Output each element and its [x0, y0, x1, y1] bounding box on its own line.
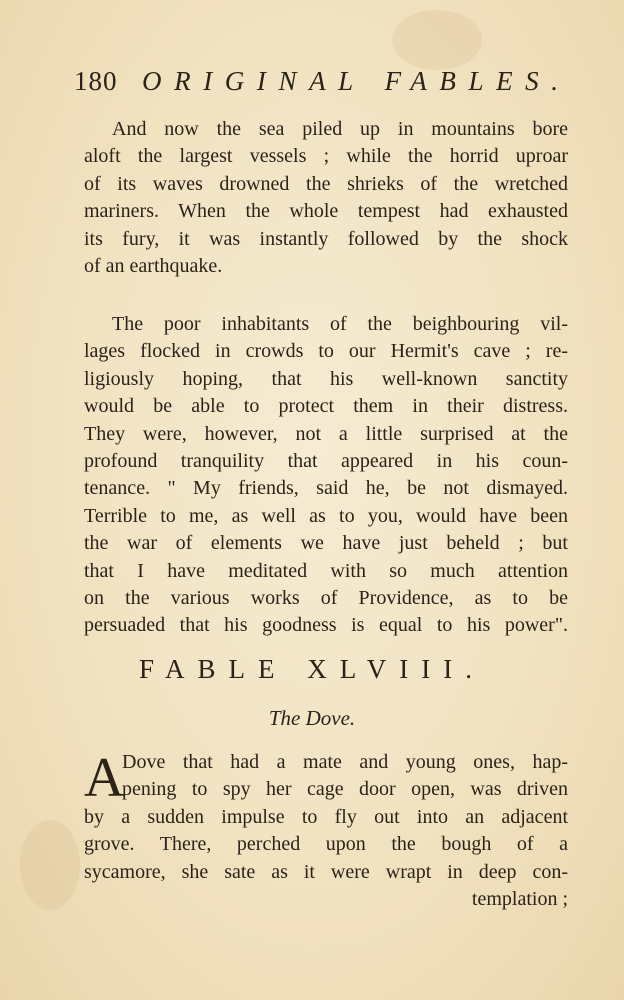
- text-line: grove. There, perched upon the bough of a: [84, 833, 568, 856]
- text-line: templation ;: [471, 888, 568, 911]
- text-line: tenance. " My friends, said he, be not dismayed.: [84, 477, 568, 500]
- text-line: profound tranquility that appeared in his coun-: [84, 450, 568, 473]
- drop-cap: A: [84, 747, 125, 809]
- paragraph-1: [84, 116, 568, 280]
- text-line: The poor inhabitants of the beighbouring vil-: [112, 313, 568, 335]
- fable-subtitle: The Dove.: [268, 706, 356, 730]
- text-line: sycamore, she sate as it were wrapt in deep con-: [84, 860, 568, 883]
- fable-heading: FABLE XLVIII.: [139, 654, 485, 684]
- text-line: of an earthquake.: [84, 255, 223, 278]
- text-line: on the various works of Providence, as to be: [84, 587, 568, 610]
- text-line: that I have meditated with so much attention: [84, 559, 568, 582]
- text-line: lages flocked in crowds to our Hermit's cave ; re-: [84, 340, 568, 363]
- text-line: of its waves drowned the shrieks of the wretched: [84, 172, 568, 195]
- paragraph-2: [84, 311, 568, 640]
- text-line: They were, however, not a little surprised at the: [84, 422, 568, 445]
- page-header: [74, 66, 571, 106]
- text-line: its fury, it was instantly followed by the shock: [84, 227, 568, 250]
- running-title: ORIGINAL FABLES.: [142, 66, 571, 96]
- text-line: mariners. When the whole tempest had exhausted: [84, 200, 568, 223]
- text-line: Dove that had a mate and young ones, hap-: [122, 751, 568, 773]
- text-line: the war of elements we have just beheld ; but: [84, 532, 568, 555]
- text-line: would be able to protect them in their distress.: [84, 395, 568, 418]
- text-line: pening to spy her cage door open, was driven: [122, 778, 568, 801]
- paper-stain: [392, 10, 482, 70]
- text-line: aloft the largest vessels ; while the horrid uproar: [84, 145, 568, 168]
- text-line: persuaded that his goodness is equal to his power".: [84, 614, 568, 637]
- page-number: 180: [74, 66, 118, 96]
- fable-text: [84, 749, 568, 913]
- text-line: And now the sea piled up in mountains bore: [112, 118, 568, 140]
- text-line: Terrible to me, as well as to you, would have been: [84, 504, 568, 527]
- text-line: ligiously hoping, that his well-known sanctity: [84, 367, 568, 390]
- text-line: by a sudden impulse to fly out into an adjacent: [84, 805, 568, 828]
- paper-stain: [20, 820, 80, 910]
